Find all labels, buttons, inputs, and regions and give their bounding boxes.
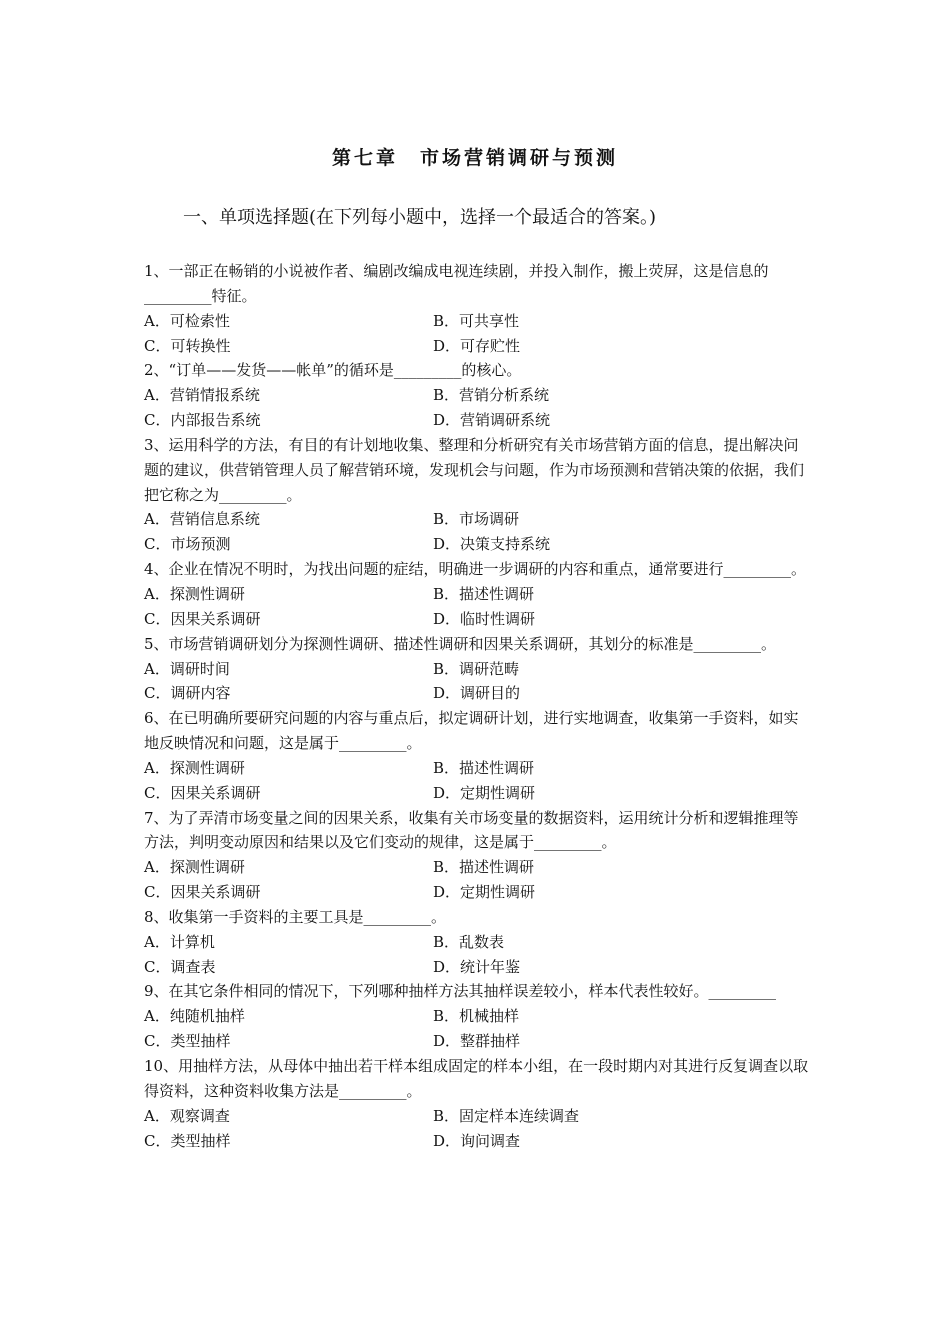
option-b: B．描述性调研 xyxy=(433,858,535,877)
question-stem: 2、“订单——发货——帐单”的循环是_________的核心。 xyxy=(144,361,522,380)
question-stem: 6、在已明确所要研究问题的内容与重点后，拟定调研计划，进行实地调查，收集第一手资料，如实地反映情况和问题，这是属于_________。 xyxy=(144,709,799,753)
option-a: A．探测性调研 xyxy=(144,584,245,603)
option-a: A．探测性调研 xyxy=(144,858,245,877)
question-stem: 9、在其它条件相同的情况下，下列哪种抽样方法其抽样误差较小，样本代表性较好。_________ xyxy=(144,982,777,1001)
option-c: C．因果关系调研 xyxy=(144,883,261,902)
question-item xyxy=(144,979,812,1054)
option-row xyxy=(144,781,812,806)
question-item xyxy=(144,632,812,707)
option-d: D．询问调查 xyxy=(433,1131,521,1150)
option-row xyxy=(144,1004,812,1029)
option-row xyxy=(144,309,812,334)
option-row xyxy=(144,756,812,781)
option-b: B．描述性调研 xyxy=(433,584,535,603)
option-a: A．纯随机抽样 xyxy=(144,1007,245,1026)
option-d: D．统计年鉴 xyxy=(433,957,521,976)
option-d: D．定期性调研 xyxy=(433,883,536,902)
option-c: C．市场预测 xyxy=(144,535,231,554)
option-a: A．调研时间 xyxy=(144,659,230,678)
question-stem: 10、用抽样方法，从母体中抽出若干样本组成固定的样本小组，在一段时期内对其进行反复调查以取得资料，这种资料收集方法是_________。 xyxy=(144,1057,809,1100)
option-c: C．因果关系调研 xyxy=(144,783,261,802)
question-item xyxy=(144,433,812,557)
option-a: A．可检索性 xyxy=(144,311,230,330)
option-a: A．计算机 xyxy=(144,932,215,951)
option-d: D．调研目的 xyxy=(433,684,521,703)
option-row xyxy=(144,532,812,557)
question-item xyxy=(144,259,812,358)
option-c: C．内部报告系统 xyxy=(144,411,261,430)
option-b: B．可共享性 xyxy=(433,311,520,330)
option-row xyxy=(144,880,812,905)
section-heading: 一、单项选择题(在下列每小题中，选择一个最适合的答案。) xyxy=(183,207,657,228)
option-row xyxy=(144,955,812,980)
option-b: B．描述性调研 xyxy=(433,758,535,777)
option-a: A．营销信息系统 xyxy=(144,510,260,529)
chapter-title: 第七章 市场营销调研与预测 xyxy=(331,147,618,169)
option-d: D．可存贮性 xyxy=(433,336,521,355)
option-row xyxy=(144,334,812,359)
question-item xyxy=(144,557,812,632)
option-row xyxy=(144,657,812,682)
option-b: B．调研范畴 xyxy=(433,659,520,678)
option-row xyxy=(144,383,812,408)
option-c: C．调研内容 xyxy=(144,684,231,703)
question-stem: 8、收集第一手资料的主要工具是_________。 xyxy=(144,907,447,926)
question-item xyxy=(144,905,812,980)
question-stem: 7、为了弄清市场变量之间的因果关系，收集有关市场变量的数据资料，运用统计分析和逻辑推理等方法，判明变动原因和结果以及它们变动的规律，这是属于_________。 xyxy=(144,808,799,852)
option-c: C．类型抽样 xyxy=(144,1032,231,1051)
question-stem: 4、企业在情况不明时，为找出问题的症结，明确进一步调研的内容和重点，通常要进行_________。 xyxy=(144,560,807,579)
question-list xyxy=(144,259,812,1153)
option-b: B．乱数表 xyxy=(433,932,505,951)
option-b: B．市场调研 xyxy=(433,510,520,529)
option-c: C．因果关系调研 xyxy=(144,609,261,628)
option-d: D．临时性调研 xyxy=(433,609,536,628)
option-c: C．调查表 xyxy=(144,957,216,976)
option-b: B．固定样本连续调查 xyxy=(433,1106,580,1125)
question-item xyxy=(144,1054,812,1153)
option-row xyxy=(144,507,812,532)
question-stem: 3、运用科学的方法，有目的有计划地收集、整理和分析研究有关市场营销方面的信息，提出解决问题的建议，供营销管理人员了解营销环境，发现机会与问题，作为市场预测和营销决策的依据，我们把它称之为_________。 xyxy=(144,435,805,504)
option-d: D．营销调研系统 xyxy=(433,411,551,430)
question-item xyxy=(144,806,812,905)
question-item xyxy=(144,358,812,433)
option-d: D．决策支持系统 xyxy=(433,535,551,554)
option-b: B．营销分析系统 xyxy=(433,386,550,405)
option-c: C．类型抽样 xyxy=(144,1131,231,1150)
question-stem: 5、市场营销调研划分为探测性调研、描述性调研和因果关系调研，其划分的标准是_________。 xyxy=(144,634,777,653)
option-row xyxy=(144,681,812,706)
option-b: B．机械抽样 xyxy=(433,1007,520,1026)
option-d: D．定期性调研 xyxy=(433,783,536,802)
option-a: A．探测性调研 xyxy=(144,758,245,777)
option-a: A．营销情报系统 xyxy=(144,386,260,405)
option-row xyxy=(144,607,812,632)
option-d: D．整群抽样 xyxy=(433,1032,521,1051)
question-item xyxy=(144,706,812,805)
option-row xyxy=(144,582,812,607)
option-a: A．观察调查 xyxy=(144,1106,230,1125)
question-stem: 1、一部正在畅销的小说被作者、编剧改编成电视连续剧，并投入制作，搬上荧屏，这是信息的_________特征。 xyxy=(144,262,769,305)
option-row xyxy=(144,930,812,955)
option-row xyxy=(144,1029,812,1054)
option-row xyxy=(144,1104,812,1129)
option-c: C．可转换性 xyxy=(144,336,231,355)
option-row xyxy=(144,408,812,433)
option-row xyxy=(144,855,812,880)
option-row xyxy=(144,1129,812,1154)
